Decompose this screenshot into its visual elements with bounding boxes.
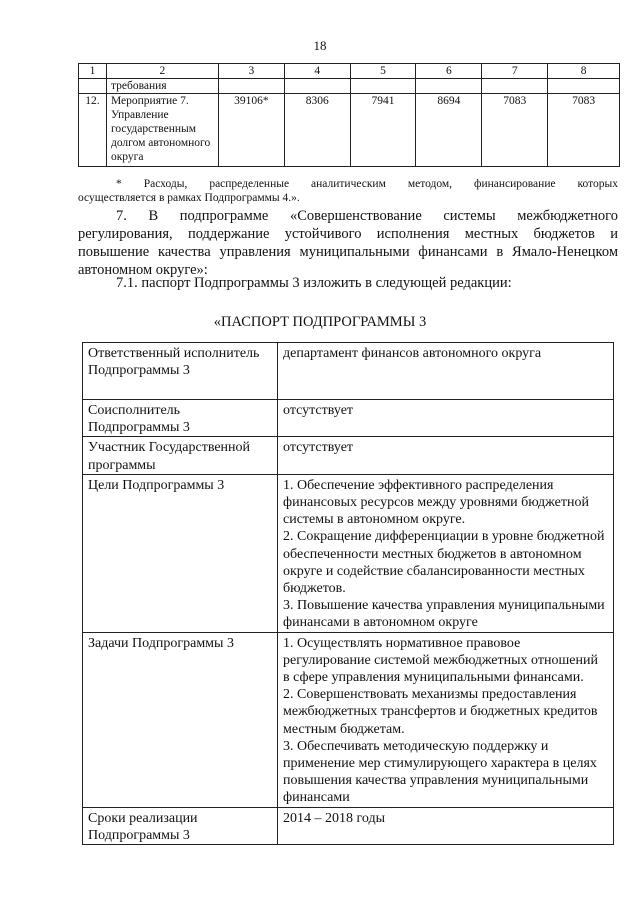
row-name: Мероприятие 7. Управление государственным долгом автономного округа [106, 94, 218, 167]
row-value: 7083 [548, 94, 620, 167]
passport-title: «ПАСПОРТ ПОДПРОГРАММЫ 3 [213, 314, 427, 330]
task-item: 3. Обеспечивать методическую поддержку и применение мер стимулирующего характера в целях повышения качества управления муниципальными финансами [283, 738, 597, 806]
table-header-cell: 5 [350, 64, 416, 79]
table-row [79, 94, 620, 167]
passport-row [83, 400, 614, 437]
task-item: 2. Совершенствовать механизмы предоставления межбюджетных трансфертов и бюджетных кредитов местным бюджетам. [283, 687, 598, 737]
paragraph-7-1: 7.1. паспорт Подпрограммы 3 изложить в следующей редакции: [116, 275, 512, 291]
table-header-cell: 1 [79, 64, 107, 79]
passport-tasks [278, 632, 614, 807]
passport-label: Цели Подпрограммы 3 [83, 474, 278, 632]
goal-item: 3. Повышение качества управления муниципальными финансами в автономном округе [283, 598, 605, 631]
passport-value: департамент финансов автономного округа [278, 343, 614, 400]
footnote-line: * Расходы, распределенные аналитическим методом, финансирование которых [116, 178, 618, 190]
row-value: 8694 [416, 94, 482, 167]
passport-value: отсутствует [278, 437, 614, 474]
passport-label: Задачи Подпрограммы 3 [83, 632, 278, 807]
page-number: 18 [313, 38, 327, 53]
footnote-line: осуществляется в рамках Подпрограммы 4.». [78, 192, 300, 204]
table-header-cell: 6 [416, 64, 482, 79]
table-header-cell: 4 [284, 64, 350, 79]
passport-table [82, 342, 614, 845]
expenditure-table [78, 63, 620, 167]
passport-row [83, 437, 614, 474]
paragraph-7 [78, 207, 618, 279]
passport-value: отсутствует [278, 400, 614, 437]
passport-row-period [83, 807, 614, 844]
row-value: 8306 [284, 94, 350, 167]
passport-goals [278, 474, 614, 632]
passport-label: Ответственный исполнитель Подпрограммы 3 [83, 343, 278, 400]
paragraph-line: регулирования, поддержание устойчивого исполнения местных бюджетов и [78, 226, 618, 242]
passport-row-goals [83, 474, 614, 632]
task-item: 1. Осуществлять нормативное правовое регулирование системой межбюджетных отношений в сфере управления муниципальными финансами. [283, 635, 598, 686]
table-row-continuation [79, 79, 620, 94]
table-header-cell: 2 [106, 64, 218, 79]
paragraph-line: повышение качества управления муниципальными финансами в Ямало-Ненецком [78, 244, 618, 260]
goal-item: 2. Сокращение дифференциации в уровне бюджетной обеспеченности местных бюджетов в автономном округе и содействие сбалансированности местных бюджетов. [283, 529, 605, 597]
row-value: 39106* [218, 94, 284, 167]
passport-row [83, 343, 614, 400]
continuation-text: требования [106, 79, 218, 94]
table-header-row [79, 64, 620, 79]
row-value: 7083 [482, 94, 548, 167]
table-header-cell: 8 [548, 64, 620, 79]
passport-label: Сроки реализации Подпрограммы 3 [83, 807, 278, 844]
table-header-cell: 7 [482, 64, 548, 79]
passport-label: Соисполнитель Подпрограммы 3 [83, 400, 278, 437]
row-number: 12. [79, 94, 107, 167]
goal-item: 1. Обеспечение эффективного распределения финансовых ресурсов между уровнями бюджетной системы в автономном округе. [283, 477, 589, 528]
paragraph-line: 7. В подпрограмме «Совершенствование системы межбюджетного [116, 208, 618, 224]
row-value: 7941 [350, 94, 416, 167]
footnote [78, 177, 618, 205]
passport-label: Участник Государственной программы [83, 437, 278, 474]
passport-value: 2014 – 2018 годы [278, 807, 614, 844]
passport-row-tasks [83, 632, 614, 807]
table-header-cell: 3 [218, 64, 284, 79]
paragraph-line: автономном округе»: [78, 262, 208, 278]
